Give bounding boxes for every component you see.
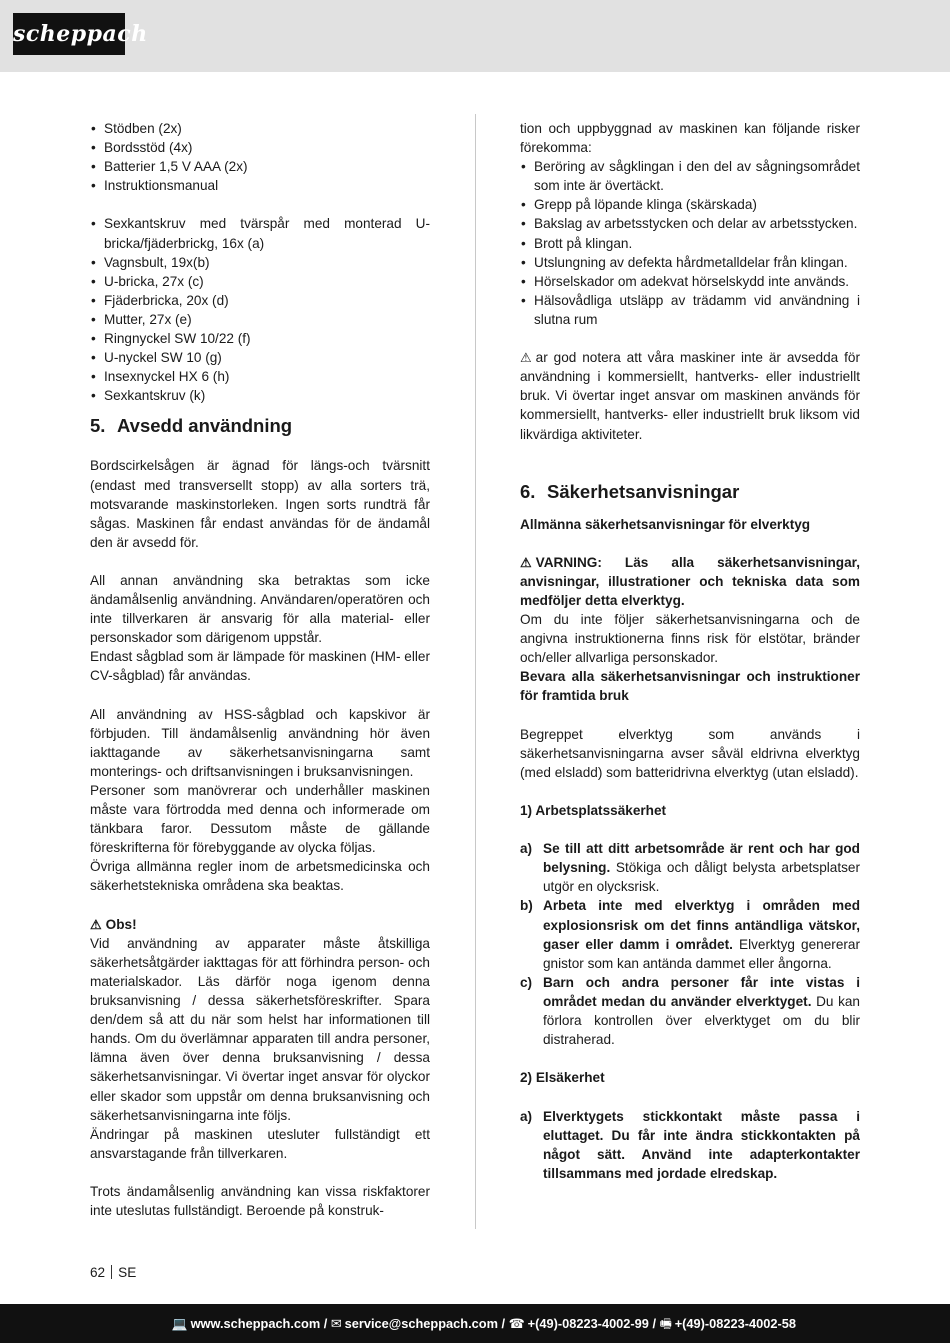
paragraph: Övriga allmänna regler inom de arbetsmedicinska och säkerhetstekniska områdena ska beaktas.	[90, 859, 430, 894]
warning-icon: ⚠	[520, 350, 532, 366]
list-item: • Utslungning av defekta hårdmetalldelar från klingan.	[520, 253, 860, 272]
subheading: 2) Elsäkerhet	[520, 1070, 605, 1086]
right-column	[520, 119, 860, 1183]
list-item: • U-bricka, 27x (c)	[90, 272, 430, 291]
fax-number: +(49)-08223-4002-58	[674, 1316, 796, 1331]
list-item: • Vagnsbult, 19x(b)	[90, 253, 430, 272]
subheading: 1) Arbetsplatssäkerhet	[520, 803, 667, 818]
list-item: c) Barn och andra personer får inte vistas i området medan du använder elverktyget. Du kan förlora kontrollen över elverktyget om du blir distraherad.	[520, 974, 860, 1048]
paragraph: All annan användning ska betraktas som icke ändamålsenlig användning. Användaren/operatören och inte tillverkaren är ansvarig för alla material- eller personskador som därigenom uppstår.	[90, 572, 430, 646]
list-item: • U-nyckel SW 10 (g)	[90, 348, 430, 367]
risk-list	[520, 157, 860, 329]
mail-icon: ✉	[330, 1316, 342, 1331]
section-heading-5: 5. Avsedd användning	[90, 415, 293, 437]
section-heading-6: 6. Säkerhetsanvisningar	[520, 480, 740, 502]
paragraph: Endast sågblad som är lämpade för maskinen (HM- eller CV-sågblad) får användas.	[90, 649, 430, 684]
paragraph: All användning av HSS-sågblad och kapskivor är förbjuden. Till ändamålsenlig användning hör även iakttagande av säkerhetsanvisningarna samt monterings- och driftsanvisningen i bruksanvisningen.	[90, 706, 430, 779]
paragraph: Ändringar på maskinen utesluter fullständigt ett ansvarstagande från tillverkaren.	[90, 1126, 430, 1161]
list-item: • Bordsstöd (4x)	[90, 138, 430, 157]
list-item: • Mutter, 27x (e)	[90, 310, 430, 329]
list-item: • Ringnyckel SW 10/22 (f)	[90, 329, 430, 348]
page-footer	[0, 1304, 950, 1343]
accessory-list	[90, 119, 430, 195]
electrical-safety-list	[520, 1107, 860, 1183]
website-link[interactable]: www.scheppach.com /	[190, 1316, 328, 1331]
warning-paragraph: ⚠ VARNING: Läs alla säkerhetsanvisningar, anvisningar, illustrationer och tekniska data som medföljer detta elverktyg.	[520, 554, 860, 608]
warning-icon: ⚠	[520, 554, 532, 570]
list-item: • Bakslag av arbetsstycken och delar av arbetsstycken.	[520, 214, 860, 233]
list-item: • Brott på klingan.	[520, 234, 860, 253]
fax-icon: 🖷	[659, 1316, 672, 1331]
paragraph: Om du inte följer säkerhetsanvisningarna och de angivna instruktionerna finns risk för elstötar, bränder och/eller allvarliga personskador.	[520, 612, 860, 666]
list-item: • Sexkantskruv med tvärspår med monterad U-bricka/fjäderbrickg, 16x (a)	[90, 214, 430, 252]
list-item: • Hälsovådliga utsläpp av trädamm vid användning i slutna rum	[520, 291, 860, 329]
left-column	[90, 119, 430, 1220]
paragraph: ⚠ ar god notera att våra maskiner inte är avsedda för användning i kommersiellt, hantverks- eller industriellt bruk. Vi övertar inget ansvar om maskinen används för kommersiellt, hantverks- eller industriellt bruk liksom vid likvärdiga aktiviteter.	[520, 350, 860, 442]
column-divider	[475, 114, 476, 1229]
list-item: • Beröring av sågklingan i den del av sågningsområdet som inte är övertäckt.	[520, 157, 860, 195]
paragraph: Personer som manövrerar och underhåller maskinen måste vara förtrodda med denna och informerade om tänkbara faror. Dessutom måste de gällande föreskrifterna för förebyggande av olycka följas.	[90, 783, 430, 856]
page-header	[0, 0, 950, 72]
brand-logo: scheppach	[13, 13, 125, 55]
workplace-safety-list	[520, 839, 860, 1049]
list-item: b) Arbeta inte med elverktyg i områden med explosionsrisk om det finns antändliga vätskor, gaser eller damm i området. Elverktyg genererar gnistor som kan antända dammet eller ångorna.	[520, 898, 860, 971]
phone-icon: ☎	[508, 1316, 525, 1331]
page-number: 62 SE	[90, 1265, 137, 1280]
list-item: • Grepp på löpande klinga (skärskada)	[520, 195, 860, 214]
list-item: a) Elverktygets stickkontakt måste passa i eluttaget. Du får inte ändra stickkontakten på något sätt. Använd inte adapterkontakter tillsammans med jordade elredskap.	[520, 1108, 860, 1181]
paragraph: Trots ändamålsenlig användning kan vissa riskfaktorer inte uteslutas fullständigt. Beroende på konstruk-	[90, 1183, 430, 1219]
parts-list	[90, 214, 430, 405]
paragraph-bold: Bevara alla säkerhetsanvisningar och instruktioner för framtida bruk	[520, 669, 860, 704]
phone-number: +(49)-08223-4002-99 /	[527, 1316, 657, 1331]
paragraph: Begreppet elverktyg som används i säkerhetsanvisningarna avser såväl eldrivna elverktyg (med elsladd) som batteridrivna elverktyg (utan elsladd).	[520, 726, 860, 780]
list-item: • Fjäderbricka, 20x (d)	[90, 291, 430, 310]
email-link[interactable]: service@scheppach.com /	[344, 1316, 506, 1331]
paragraph: Vid användning av apparater måste åtskilliga säkerhetsåtgärder iakttagas för att förhindra person- och materialskador. Läs därför noga igenom denna bruksanvisning / dessa säkerhetsföreskrifter. Spara den/dem så att du när som helst har informationen till hands. Om du överlämnar apparaten till andra personer, lämna även över denna bruksanvisning / dessa säkerhetsanvisningar. Vi övertar inget ansvar för olyckor eller skador som uppstår om denna bruksanvisning och säkerhetsanvisningarna inte följs.	[90, 935, 430, 1123]
list-item: • Stödben (2x)	[90, 119, 430, 138]
list-item: • Sexkantskruv (k)	[90, 386, 430, 405]
list-item: • Instruktionsmanual	[90, 176, 430, 195]
list-item: a) Se till att ditt arbetsområde är rent och har god belysning. Stökiga och dåligt belysta arbetsplatser utgör en olycksrisk.	[520, 841, 860, 895]
paragraph: tion och uppbyggnad av maskinen kan följande risker förekomma:	[520, 121, 860, 156]
list-item: • Batterier 1,5 V AAA (2x)	[90, 157, 430, 176]
paragraph: Bordscirkelsågen är ägnad för längs-och tvärsnitt (endast med transversellt stopp) av alla sorters trä, motsvarande maskinstorleken. Ingen sorts rundträ får sågas. Maskinen får endast användas för de ändamål den är avsedd för.	[90, 458, 430, 550]
computer-icon: 💻	[171, 1316, 188, 1331]
list-item: • Hörselskador om adekvat hörselskydd inte används.	[520, 272, 860, 291]
warning-icon: ⚠	[90, 916, 102, 932]
subheading: Allmänna säkerhetsanvisningar för elverktyg	[520, 516, 811, 532]
list-item: • Insexnyckel HX 6 (h)	[90, 367, 430, 386]
obs-heading: ⚠ Obs!	[90, 915, 430, 934]
